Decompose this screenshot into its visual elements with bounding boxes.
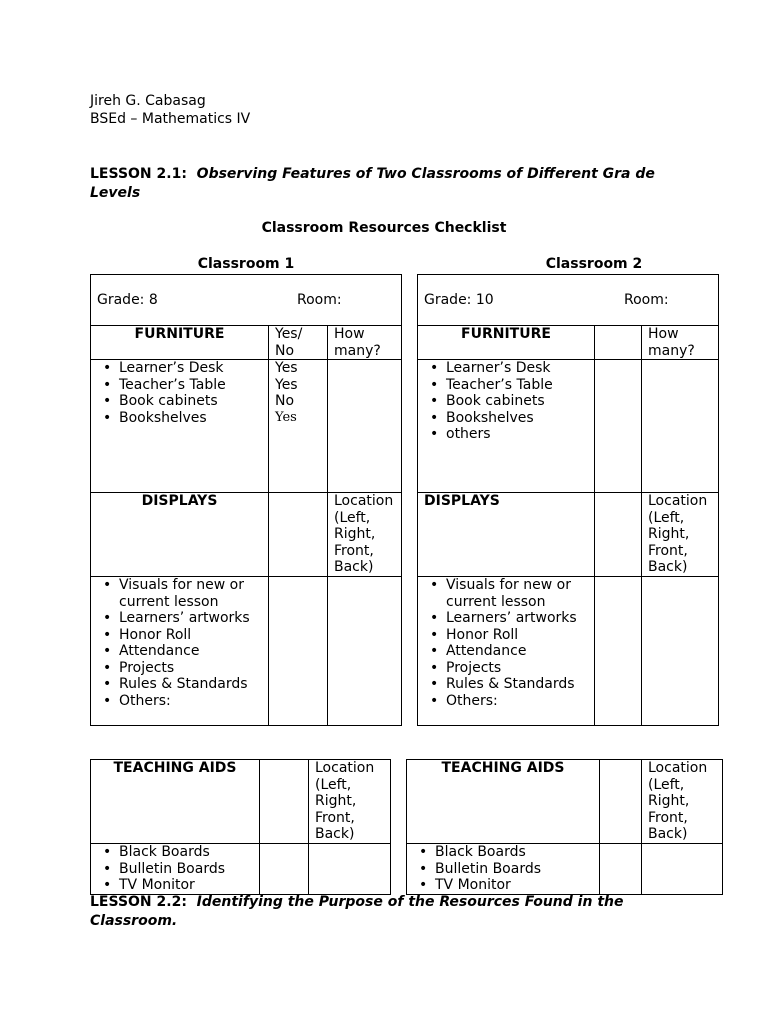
teaching-aids-1-location-header: Location (Left, Right, Front, Back) xyxy=(309,760,391,844)
list-item: • Learner’s Desk xyxy=(446,360,588,377)
classroom-2-howmany-header: How many? xyxy=(642,326,719,360)
classroom-1-yesno-header: Yes/ No xyxy=(269,326,328,360)
list-item: • Teacher’s Table xyxy=(119,377,262,394)
classroom-1-howmany-header: How many? xyxy=(328,326,402,360)
list-item: • Learner’s Desk xyxy=(119,360,262,377)
teaching-aids-1-header: TEACHING AIDS xyxy=(91,760,260,844)
list-item: • TV Monitor xyxy=(435,877,593,894)
list-item: • Projects xyxy=(446,660,588,677)
teaching-aids-1-list-cell xyxy=(91,844,260,895)
lesson-2-1-label: LESSON 2.1: xyxy=(90,166,187,182)
classroom-2-furniture-header: FURNITURE xyxy=(418,326,595,360)
teaching-aids-1-table xyxy=(90,759,391,895)
classroom-1-room: Room: xyxy=(297,291,342,308)
list-item: • Visuals for new or current lesson xyxy=(119,577,262,610)
empty-cell xyxy=(328,577,402,726)
author-course: BSEd – Mathematics IV xyxy=(90,111,251,127)
classroom-2-displays-header: DISPLAYS xyxy=(418,493,595,577)
classroom-1-displays-list xyxy=(97,577,262,709)
lesson-2-2-heading xyxy=(90,893,700,931)
author-name: Jireh G. Cabasag xyxy=(90,93,206,109)
list-item: • Attendance xyxy=(119,643,262,660)
list-item: • Black Boards xyxy=(119,844,253,861)
teaching-aids-2-header: TEACHING AIDS xyxy=(407,760,600,844)
list-item: • Bookshelves xyxy=(119,410,262,427)
empty-cell xyxy=(595,360,642,493)
list-item: • Black Boards xyxy=(435,844,593,861)
classroom-1-howmany-cell xyxy=(328,360,402,493)
empty-cell xyxy=(595,577,642,726)
classroom-2-table xyxy=(417,274,719,726)
list-item: • Rules & Standards xyxy=(446,676,588,693)
checklist-title: Classroom Resources Checklist xyxy=(261,220,507,236)
empty-cell xyxy=(642,844,723,895)
list-item: • Visuals for new or current lesson xyxy=(446,577,588,610)
list-item: • Teacher’s Table xyxy=(446,377,588,394)
teaching-aids-2-table xyxy=(406,759,723,895)
list-item: • TV Monitor xyxy=(119,877,253,894)
classroom-2-grade-room xyxy=(418,275,719,326)
classroom-2-grade: Grade: 10 xyxy=(424,291,494,308)
classroom-1-furniture-answers xyxy=(269,360,328,493)
empty-cell xyxy=(269,577,328,726)
answer-value: Yes xyxy=(275,409,297,425)
classroom-1-furniture-header: FURNITURE xyxy=(91,326,269,360)
teaching-aids-2-list-cell xyxy=(407,844,600,895)
classroom-2-displays-list xyxy=(424,577,588,709)
classroom-1-grade: Grade: 8 xyxy=(97,291,158,308)
list-item: • Bulletin Boards xyxy=(119,861,253,878)
teaching-aids-2-list xyxy=(413,844,593,894)
classroom-1-location-header: Location (Left, Right, Front, Back) xyxy=(328,493,402,577)
list-item: • Projects xyxy=(119,660,262,677)
empty-cell xyxy=(269,493,328,577)
empty-cell xyxy=(260,844,309,895)
classroom-2-title: Classroom 2 xyxy=(545,256,643,272)
teaching-aids-1-list xyxy=(97,844,253,894)
lesson-2-2-label: LESSON 2.2: xyxy=(90,894,187,910)
list-item: • Honor Roll xyxy=(119,627,262,644)
lesson-2-2-title: Identifying the Purpose of the Resources Found in the Classroom. xyxy=(90,894,624,929)
classroom-2-room: Room: xyxy=(624,291,669,308)
empty-cell xyxy=(642,577,719,726)
list-item: • Others: xyxy=(119,693,262,710)
classroom-1-title: Classroom 1 xyxy=(197,256,295,272)
empty-cell xyxy=(309,844,391,895)
classroom-1-displays-header: DISPLAYS xyxy=(91,493,269,577)
classroom-2-location-header: Location (Left, Right, Front, Back) xyxy=(642,493,719,577)
list-item: • Learners’ artworks xyxy=(446,610,588,627)
answer-value: Yes xyxy=(275,360,298,376)
classroom-2-displays-list-cell xyxy=(418,577,595,726)
empty-cell xyxy=(642,360,719,493)
author-block xyxy=(90,93,250,129)
answer-value: No xyxy=(275,393,295,409)
classroom-1-furniture-list-cell xyxy=(91,360,269,493)
lesson-2-1-heading xyxy=(90,165,700,203)
list-item: • Others: xyxy=(446,693,588,710)
list-item: • Book cabinets xyxy=(446,393,588,410)
classroom-1-furniture-list xyxy=(97,360,262,426)
empty-cell xyxy=(595,493,642,577)
empty-cell xyxy=(595,326,642,360)
empty-cell xyxy=(600,844,642,895)
empty-cell xyxy=(260,760,309,844)
classroom-2-furniture-list xyxy=(424,360,588,443)
list-item: • Attendance xyxy=(446,643,588,660)
list-item: • Rules & Standards xyxy=(119,676,262,693)
list-item: • Bulletin Boards xyxy=(435,861,593,878)
empty-cell xyxy=(600,760,642,844)
answer-value: Yes xyxy=(275,376,298,393)
lesson-2-1-title: Observing Features of Two Classrooms of Different Gra de Levels xyxy=(90,166,655,201)
list-item: • others xyxy=(446,426,588,443)
list-item: • Book cabinets xyxy=(119,393,262,410)
classroom-1-table xyxy=(90,274,402,726)
teaching-aids-2-location-header: Location (Left, Right, Front, Back) xyxy=(642,760,723,844)
classroom-2-furniture-list-cell xyxy=(418,360,595,493)
classroom-1-grade-room xyxy=(91,275,402,326)
list-item: • Learners’ artworks xyxy=(119,610,262,627)
classroom-1-displays-list-cell xyxy=(91,577,269,726)
list-item: • Honor Roll xyxy=(446,627,588,644)
list-item: • Bookshelves xyxy=(446,410,588,427)
